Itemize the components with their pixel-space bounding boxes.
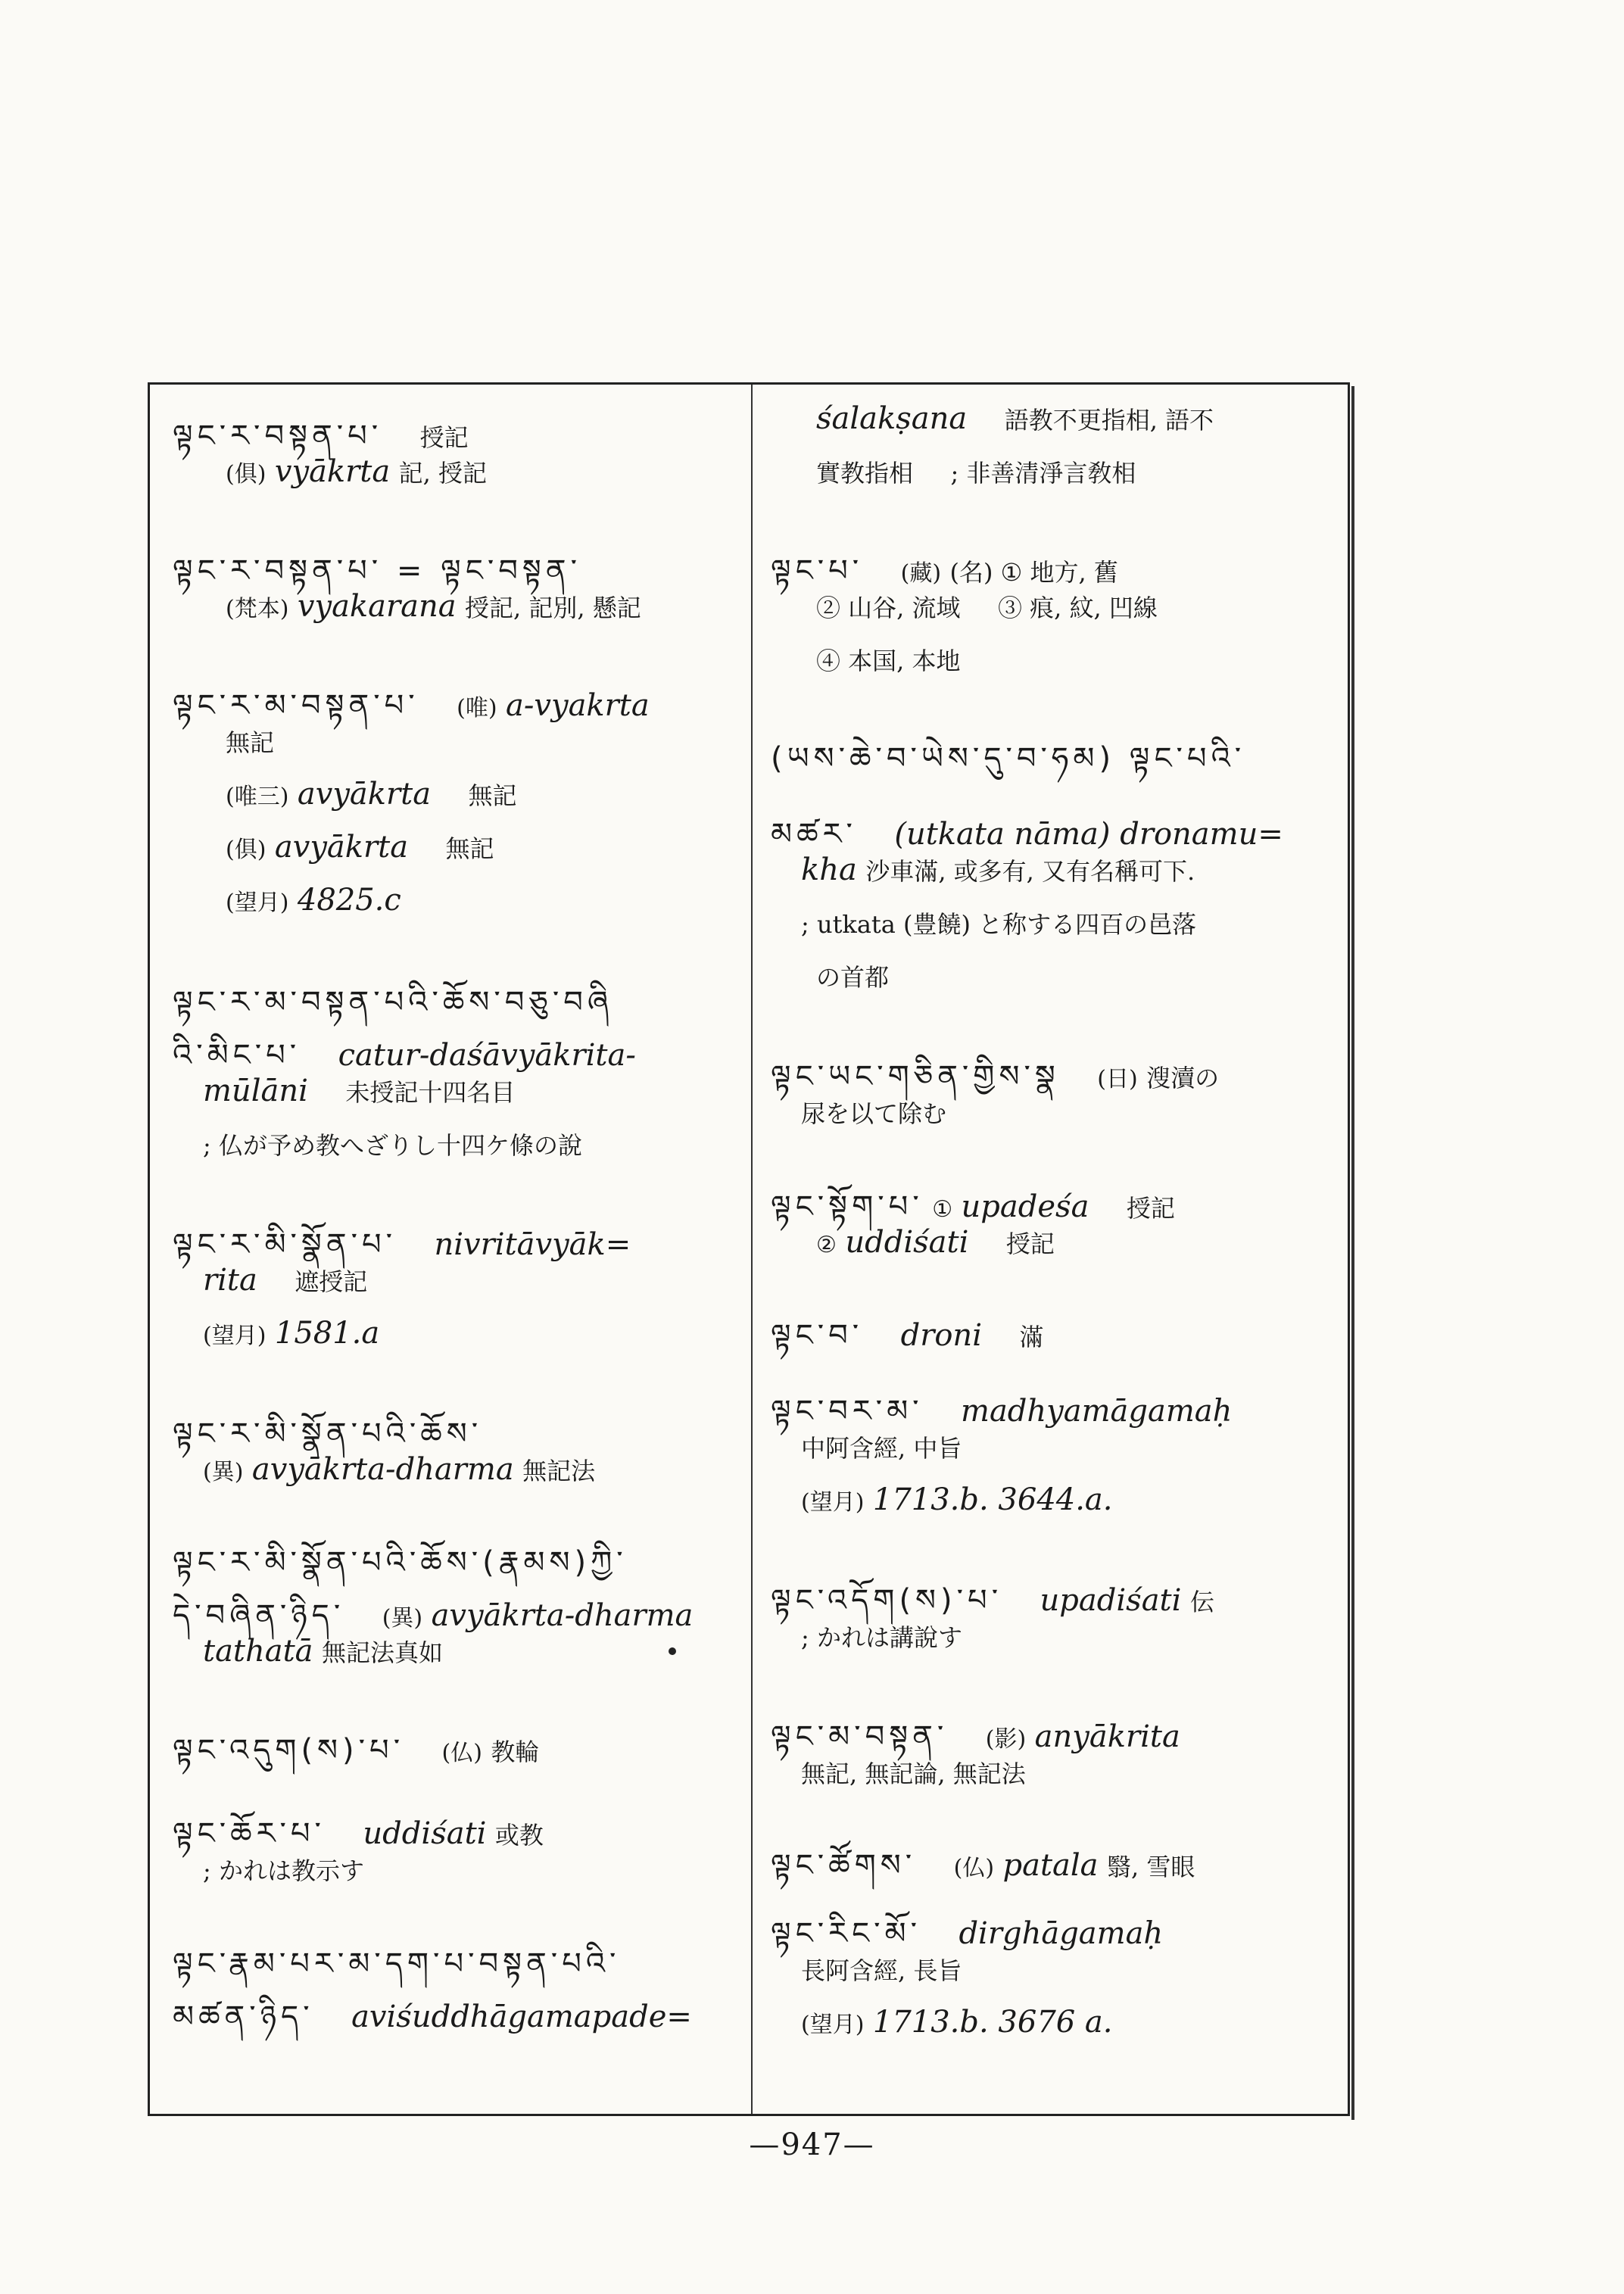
sanskrit-term: vyākrta	[274, 454, 391, 489]
source-abbr: (影)	[985, 1726, 1027, 1753]
entry-line	[203, 1263, 367, 1298]
entry-line	[801, 1482, 1113, 1517]
sanskrit-term: avyākrta	[297, 777, 432, 812]
entry-line	[226, 589, 641, 624]
tibetan-term: ལྟང་ར་མ་བསྟན་པའི་ཆོས་བཅུ་བཞི	[173, 985, 613, 1020]
entry-line	[226, 777, 517, 812]
tibetan-term: མཚར་	[771, 817, 857, 852]
definition: 授記	[1126, 1194, 1175, 1223]
reference-value: 4825.c	[297, 883, 401, 918]
definition: 伝	[1189, 1588, 1214, 1616]
definition: 授記, 記別, 懸記	[465, 594, 641, 622]
sanskrit-term: upadeśa	[961, 1189, 1089, 1224]
right-column	[771, 385, 1346, 2114]
definition: 教輪	[491, 1738, 540, 1766]
sanskrit-term: avyākrta-dharma	[431, 1598, 694, 1633]
dictionary-frame	[148, 382, 1350, 2116]
page-number: —947—	[749, 2127, 875, 2162]
entry-line	[801, 1429, 962, 1464]
definition: 或教	[494, 1821, 544, 1850]
sanskrit-term: catur-daśāvyākrita-	[338, 1038, 636, 1073]
definition: 尿を以て除む	[801, 1099, 947, 1128]
sanskrit-term: uddiśati	[363, 1816, 487, 1851]
reference-value: 1713.b. 3644.a.	[872, 1482, 1113, 1517]
sanskrit-term: aviśuddhāgamapade=	[351, 1999, 692, 2034]
entry-line	[226, 724, 274, 759]
tibetan-term: ལྟང་ར་བསྟན་པ་	[173, 419, 383, 454]
sanskrit-term: patala	[1002, 1848, 1099, 1883]
source-abbr: (異)	[203, 1459, 244, 1485]
sanskrit-term: mūlāni	[203, 1074, 308, 1108]
entry-line	[816, 454, 1136, 489]
source-abbr: (俱)	[226, 837, 267, 863]
tibetan-term: ལྟང་སྟོག་པ་	[771, 1189, 924, 1224]
sanskrit-term: (utkata nāma) dronamu=	[894, 817, 1283, 852]
tibetan-term: ལྟང་རྣམ་པར་མ་དག་པ་བསྟན་པའི་	[173, 1946, 621, 1981]
tibetan-term: དེ་བཞིན་ཉིད་	[173, 1598, 345, 1633]
tibetan-term: ལྟང་ཆོར་པ་	[173, 1816, 326, 1851]
definition: 語教不更指相, 語不	[1004, 406, 1214, 435]
entry-line	[816, 589, 1158, 624]
note: ; かれは教示す	[203, 1856, 364, 1885]
definition: 無記法真如	[321, 1638, 443, 1667]
sanskrit-term: vyakarana	[297, 589, 457, 624]
tibetan-term: ལྟང་ཡང་གཅིན་གྱིས་སྣ	[771, 1059, 1060, 1094]
sanskrit-term: kha	[801, 852, 857, 887]
entry-line	[203, 1127, 582, 1161]
definition: 遮授記	[295, 1267, 368, 1296]
entry-line	[801, 1095, 946, 1130]
tibetan-term: (ཡས་ཆེ་བ་ཡེས་དུ་བ་ཧམ) ལྟང་པའི་	[771, 741, 1246, 776]
entry-line	[203, 1452, 595, 1487]
entry-line	[801, 852, 1195, 887]
reference-abbr: (望月)	[801, 1489, 865, 1516]
entry-line	[203, 1316, 379, 1351]
definition: 未授記十四名目	[345, 1078, 516, 1107]
definition: 無記法	[522, 1457, 596, 1485]
source-abbr: (日)	[1097, 1066, 1138, 1092]
definition: 沙車滿, 或多有, 又有名稱可下.	[865, 857, 1195, 886]
definition: 中阿含經, 中旨	[801, 1434, 962, 1463]
note: ; utkata (豊饒) と称する四百の邑落	[801, 910, 1197, 939]
definition: 溲瀆の	[1146, 1064, 1220, 1092]
definition: (名) ① 地方, 舊	[949, 558, 1118, 587]
entry-line	[801, 905, 1196, 940]
source-abbr: (唯三)	[226, 784, 289, 810]
entry-line	[801, 1619, 962, 1653]
definition: 記, 授記	[398, 459, 488, 488]
left-column	[173, 385, 740, 2114]
tibetan-term: ལྟང་འདུག(ས)་པ་	[173, 1733, 405, 1768]
sanskrit-term: avyākrta-dharma	[251, 1452, 514, 1487]
sanskrit-term: nivritāvyāk=	[434, 1227, 631, 1262]
source-abbr: ②	[816, 1232, 837, 1258]
definition: 無記	[226, 728, 275, 757]
source-abbr: (仏)	[953, 1855, 995, 1881]
reference-abbr: (望月)	[226, 890, 289, 916]
definition: 無記	[445, 834, 494, 863]
source-abbr: (仏)	[441, 1740, 482, 1766]
entry-line	[173, 1982, 692, 2068]
sanskrit-term: śalakṣana	[816, 401, 968, 436]
sanskrit-term: upadiśati	[1040, 1583, 1182, 1618]
source-abbr: ①	[932, 1196, 953, 1223]
note: ; かれは講說す	[801, 1623, 962, 1652]
sanskrit-term: avyākrta	[274, 830, 409, 865]
entry-line	[203, 1852, 364, 1887]
entry-line	[816, 642, 961, 677]
tibetan-term: ལྟང་ར་མི་སྣོན་པ་	[173, 1227, 397, 1262]
ink-dot	[669, 1647, 676, 1655]
tibetan-term: མཚན་ཉིད་	[173, 1999, 314, 2034]
entry-line	[801, 1755, 1026, 1790]
source-abbr: (異)	[382, 1605, 423, 1632]
definition: ③ 痕, 紋, 凹線	[997, 594, 1158, 622]
definition: 長阿含經, 長旨	[801, 1956, 962, 1985]
entry-line	[801, 1952, 962, 1987]
sanskrit-term: rita	[203, 1263, 257, 1298]
definition: ④ 本国, 本地	[816, 647, 961, 675]
sanskrit-term: tathatā	[203, 1634, 313, 1669]
column-divider	[751, 385, 753, 2114]
entry-line	[816, 1225, 1055, 1260]
definition: 授記	[1005, 1230, 1055, 1258]
tibetan-term: ལྟང་ར་མི་སྣོན་པའི་ཆོས་	[173, 1417, 483, 1451]
note: ; 非善清淨言敎相	[950, 459, 1136, 488]
definition: 滿	[1019, 1323, 1044, 1351]
source-abbr: (藏)	[900, 560, 942, 587]
tibetan-term: ལྟང་ར་བསྟན་པ་ = ལྟང་བསྟན་	[173, 553, 581, 588]
entry-line	[816, 401, 1214, 436]
tibetan-term: ལྟང་མ་བསྟན་	[771, 1719, 949, 1754]
entry-line	[816, 958, 889, 993]
tibetan-term: ལྟང་འདོག(ས)་པ་	[771, 1583, 1003, 1618]
sanskrit-term: madhyamāgamaḥ	[961, 1394, 1233, 1429]
sanskrit-term: anyākrita	[1034, 1719, 1180, 1754]
entry-line	[226, 454, 487, 489]
entry-line	[203, 1634, 443, 1669]
definition: 實教指相	[816, 459, 914, 488]
reference-abbr: (望月)	[203, 1323, 267, 1349]
definition: 無記, 無記論, 無記法	[801, 1759, 1026, 1788]
sanskrit-term: uddiśati	[845, 1225, 969, 1260]
tibetan-term: ལྟང་ཚོགས་	[771, 1848, 917, 1883]
note: の首都	[816, 963, 890, 992]
reference-abbr: (望月)	[801, 2012, 865, 2038]
entry-headword	[771, 724, 1245, 809]
note: ; 仏が予め教へざりし十四ケ條の說	[203, 1131, 582, 1160]
definition: 翳, 雪眼	[1106, 1853, 1195, 1881]
source-abbr: (梵本)	[226, 596, 289, 622]
tibetan-term: ལྟང་བ་	[771, 1318, 864, 1353]
entry-line	[226, 830, 494, 865]
entry-headword	[771, 1301, 1043, 1386]
source-abbr: (俱)	[226, 461, 267, 488]
tibetan-term: ལྟང་པ་	[771, 553, 864, 588]
entry-line	[203, 1074, 515, 1108]
source-abbr: (唯)	[457, 695, 497, 722]
tibetan-term: ལྟང་ར་མ་བསྟན་པ་	[173, 688, 419, 723]
sanskrit-term: droni	[900, 1318, 982, 1353]
tibetan-term: ལྟང་རིང་མོ་	[771, 1916, 921, 1951]
reference-value: 1581.a	[274, 1316, 380, 1351]
entry-line	[226, 883, 401, 918]
definition: 無記	[468, 781, 517, 810]
definition: ② 山谷, 流域	[816, 594, 961, 622]
tibetan-term: ལྟང་ར་མི་སྣོན་པའི་ཆོས་(རྣམས)ཀྱི་	[173, 1545, 628, 1580]
tibetan-term: འི་མིང་པ་	[173, 1038, 301, 1073]
entry-line	[801, 2005, 1113, 2040]
entry-headword	[173, 1716, 539, 1801]
tibetan-term: ལྟང་བར་མ་	[771, 1394, 924, 1429]
sanskrit-term: a-vyakrta	[506, 688, 650, 723]
definition: 授記	[419, 423, 469, 452]
sanskrit-term: dirghāgamaḥ	[959, 1916, 1164, 1951]
reference-value: 1713.b. 3676 a.	[872, 2005, 1113, 2040]
